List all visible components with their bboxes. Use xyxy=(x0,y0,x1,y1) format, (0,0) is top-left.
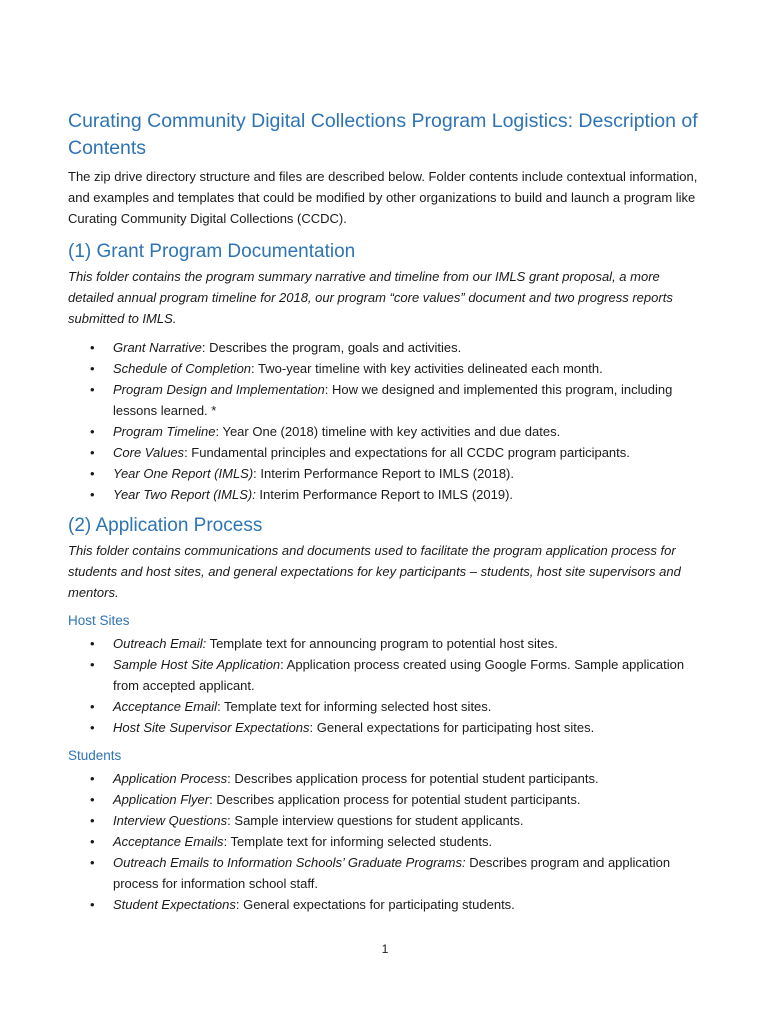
item-text: : Application process created using Google Forms. Sample application from accepted applicant. xyxy=(113,657,685,693)
list-item xyxy=(68,768,708,789)
item-term: Program Design and Implementation xyxy=(113,382,325,397)
subheading-students: Students xyxy=(68,748,122,763)
list-item xyxy=(68,789,708,810)
bullet-icon: • xyxy=(90,487,95,502)
host-sites-list xyxy=(68,633,708,738)
bullet-icon: • xyxy=(90,340,95,355)
list-item xyxy=(68,484,708,505)
item-term: Interview Questions xyxy=(113,813,228,828)
item-text: : Describes application process for potential student participants. xyxy=(209,792,581,807)
item-text: : Two-year timeline with key activities delineated each month. xyxy=(251,361,603,376)
bullet-icon: • xyxy=(90,699,95,714)
item-term: Host Site Supervisor Expectations xyxy=(113,720,310,735)
item-text: : Interim Performance Report to IMLS (2018). xyxy=(253,466,514,481)
item-term: Acceptance Emails xyxy=(113,834,224,849)
item-term: Core Values xyxy=(113,445,185,460)
item-term: Student Expectations xyxy=(113,897,236,912)
page-content xyxy=(68,108,708,923)
grant-program-list xyxy=(68,337,708,505)
item-text: : Describes application process for potential student participants. xyxy=(227,771,599,786)
list-item xyxy=(68,421,708,442)
section-heading-grant-program: (1) Grant Program Documentation xyxy=(68,241,356,262)
item-text: Interim Performance Report to IMLS (2019). xyxy=(255,487,514,502)
document-title: Curating Community Digital Collections Program Logistics: Description of Contents xyxy=(68,110,698,159)
item-text: : General expectations for participating students. xyxy=(235,897,515,912)
list-item xyxy=(68,810,708,831)
list-item xyxy=(68,633,708,654)
item-term: Year One Report (IMLS) xyxy=(113,466,254,481)
item-term: Sample Host Site Application xyxy=(113,657,281,672)
item-text: : Fundamental principles and expectations for all CCDC program participants. xyxy=(184,445,630,460)
bullet-icon: • xyxy=(90,636,95,651)
bullet-icon: • xyxy=(90,382,95,397)
list-item xyxy=(68,654,708,696)
bullet-icon: • xyxy=(90,424,95,439)
item-text: : Describes the program, goals and activities. xyxy=(201,340,462,355)
item-text: : Year One (2018) timeline with key activities and due dates. xyxy=(215,424,561,439)
bullet-icon: • xyxy=(90,445,95,460)
list-item xyxy=(68,717,708,738)
item-term: Program Timeline xyxy=(113,424,216,439)
item-term: Outreach Emails to Information Schools’ Graduate Programs: xyxy=(113,855,466,870)
item-term: Grant Narrative xyxy=(113,340,202,355)
list-item xyxy=(68,852,708,894)
section-description-application-process: This folder contains communications and documents used to facilitate the program application process for students and host sites, and general expectations for key participants – students, host site supervisors and mentors. xyxy=(68,543,681,600)
item-text: : Template text for informing selected host sites. xyxy=(217,699,492,714)
bullet-icon: • xyxy=(90,813,95,828)
bullet-icon: • xyxy=(90,834,95,849)
item-text: : Sample interview questions for student applicants. xyxy=(227,813,524,828)
list-item xyxy=(68,337,708,358)
item-term: Outreach Email: xyxy=(113,636,207,651)
item-text: Template text for announcing program to potential host sites. xyxy=(206,636,558,651)
list-item xyxy=(68,442,708,463)
list-item xyxy=(68,358,708,379)
item-text: Describes program and application process for information school staff. xyxy=(113,855,671,891)
intro-paragraph: The zip drive directory structure and files are described below. Folder contents include contextual information, and examples and templates that could be modified by other organizations to build and launch a program like Curating Community Digital Collections (CCDC). xyxy=(68,169,698,226)
bullet-icon: • xyxy=(90,792,95,807)
page-number: 1 xyxy=(381,942,389,956)
item-term: Schedule of Completion xyxy=(113,361,252,376)
bullet-icon: • xyxy=(90,771,95,786)
section-description-grant-program: This folder contains the program summary narrative and timeline from our IMLS grant proposal, a more detailed annual program timeline for 2018, our program “core values” document and two progress reports submitted to IMLS. xyxy=(68,269,673,326)
item-term: Application Process xyxy=(113,771,228,786)
bullet-icon: • xyxy=(90,720,95,735)
bullet-icon: • xyxy=(90,855,95,870)
section-heading-application-process: (2) Application Process xyxy=(68,515,263,536)
list-item xyxy=(68,379,708,421)
item-text: : How we designed and implemented this program, including lessons learned. * xyxy=(113,382,673,418)
list-item xyxy=(68,894,708,915)
bullet-icon: • xyxy=(90,657,95,672)
item-term: Year Two Report (IMLS): xyxy=(113,487,256,502)
bullet-icon: • xyxy=(90,361,95,376)
item-text: : General expectations for participating host sites. xyxy=(309,720,595,735)
bullet-icon: • xyxy=(90,466,95,481)
list-item xyxy=(68,696,708,717)
subheading-host-sites: Host Sites xyxy=(68,613,130,628)
item-term: Application Flyer xyxy=(113,792,210,807)
students-list xyxy=(68,768,708,915)
list-item xyxy=(68,831,708,852)
bullet-icon: • xyxy=(90,897,95,912)
item-text: : Template text for informing selected students. xyxy=(223,834,493,849)
item-term: Acceptance Email xyxy=(113,699,218,714)
list-item xyxy=(68,463,708,484)
